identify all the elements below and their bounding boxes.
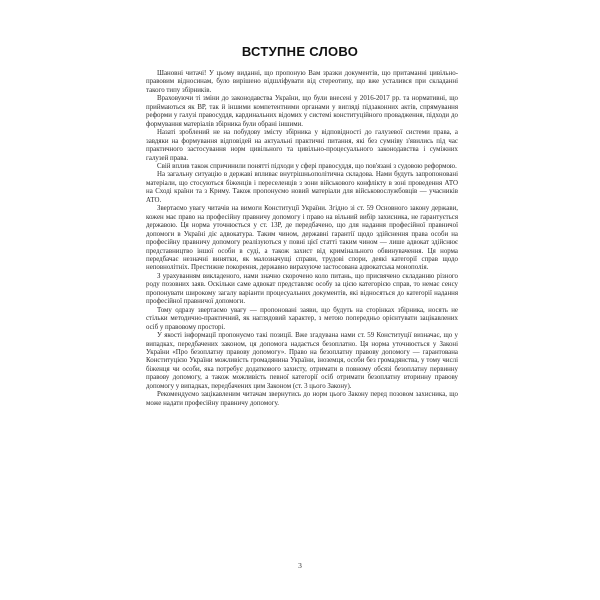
paragraph: Рекомендуємо зацікавленим читачам звернутись до норм цього Закону перед позовом захисника, що може надати професійну правничу допомогу.	[146, 391, 458, 407]
document-body	[146, 70, 458, 408]
paragraph: У якості інформації пропонуємо такі позиції. Вже згадувана нами ст. 59 Конституції визначає, що у випадках, передбачених законом, ця допомога надається безоплатно. Ця норма уточнюється у Законі України «Про безоплатну правову допомогу». Право на безоплатну правову допомогу — гарантована Конституцією України можливість громадянина України, іноземця, особи без громадянства, у тому числі біженця чи особи, яка потребує додаткового захисту, отримати в повному обсязі безоплатну первинну правову допомогу, а також можливість певної категорії осіб отримати безоплатну вторинну правову допомогу у випадках, передбачених цим Законом (ст. 3 цього Закону).	[146, 332, 458, 390]
paragraph: Свій вплив також спричинили понятті підходи у сфері правосуддя, що пов'язані з судовою реформою.	[157, 162, 457, 170]
page-title: ВСТУПНЕ СЛОВО	[241, 44, 359, 59]
paragraph: З урахуванням викладеного, нами значно скорочено коло питань, що присвячено складанню різного роду позовних заяв. Оскільки саме адвокат представляє особу за цією категорією справ, то немає сенсу пропонувати широкому загалу варіанти процесуальних документів, які відносяться до категорії надання професійної правничої допомоги.	[146, 272, 458, 306]
page-number: 3	[298, 561, 302, 570]
paragraph: Назаті зроблений не на побудову змісту збірника у відповідності до галузевої системи права, а завдяки на формування відповідей на актуальні практичні питання, які без сумніву з'явились під час практичного застосування норм цивільного та цивільно-процесуального законодавства і суміжних галузей права.	[146, 129, 458, 162]
paragraph: На загальну ситуацію в державі впливає внутрішньополітична складова. Нами будуть запропоновані матеріали, що стосуються біженців і переселенців з зони військового конфлікту в зоні проведення АТО на Сході країни та з Криму. Також пропонуємо новий матеріали для військовослужбовців — учасників АТО.	[146, 171, 458, 204]
paragraph: Шановні читачі! У цьому виданні, що пропоную Вам зразки документів, що притаманні цивільно-правовим відносинам, було вирішено відшліфувати від стереотипу, що вже усталився при складанні такого типу збірників.	[146, 70, 458, 94]
paragraph: Враховуючи ті зміни до законодавства України, що були внесені у 2016-2017 рр. та нормативні, що приймаються як ВР, так й іншими компетентними органами у вигляді підзаконних актів, спрямування реформи у галузі правосуддя, кардинальних відомих у системі конституційного провадження, підходи до формування матеріалів збірника були обрані іншими.	[146, 95, 458, 128]
paragraph: Тому одразу звертаємо увагу — пропоновані заяви, що будуть на сторінках збірника, носять не стільки методично-практичний, як наглядовий характер, з метою попередньо орієнтувати зацікавлених осіб у правовому просторі.	[146, 306, 458, 331]
paragraph: Звертаємо увагу читачів на вимоги Конституції України. Згідно зі ст. 59 Основного закону держави, кожен має право на професійну правничу допомогу і право на вільний вибір захисника, не гарантується державою. Ця норма уточнюється у ст. 13Р, де передбачено, що для надання професійної правничої допомоги в Україні діє адвокатура. Таким чином, державні гарантії щодо здійснення права особи на професійну правничу допомогу реалізуються у повні цієї статті таким чином — лише адвокат здійснює представництво іншої особи в суді, а також захист від кримінального обвинувачення. Ця норма передбачає незначні винятки, як малозначущі справи, трудові спори, деякі категорії справ щодо неповнолітніх. Престижне покорення, державно вирахуюче застосована адвокатська монополія.	[146, 205, 458, 272]
